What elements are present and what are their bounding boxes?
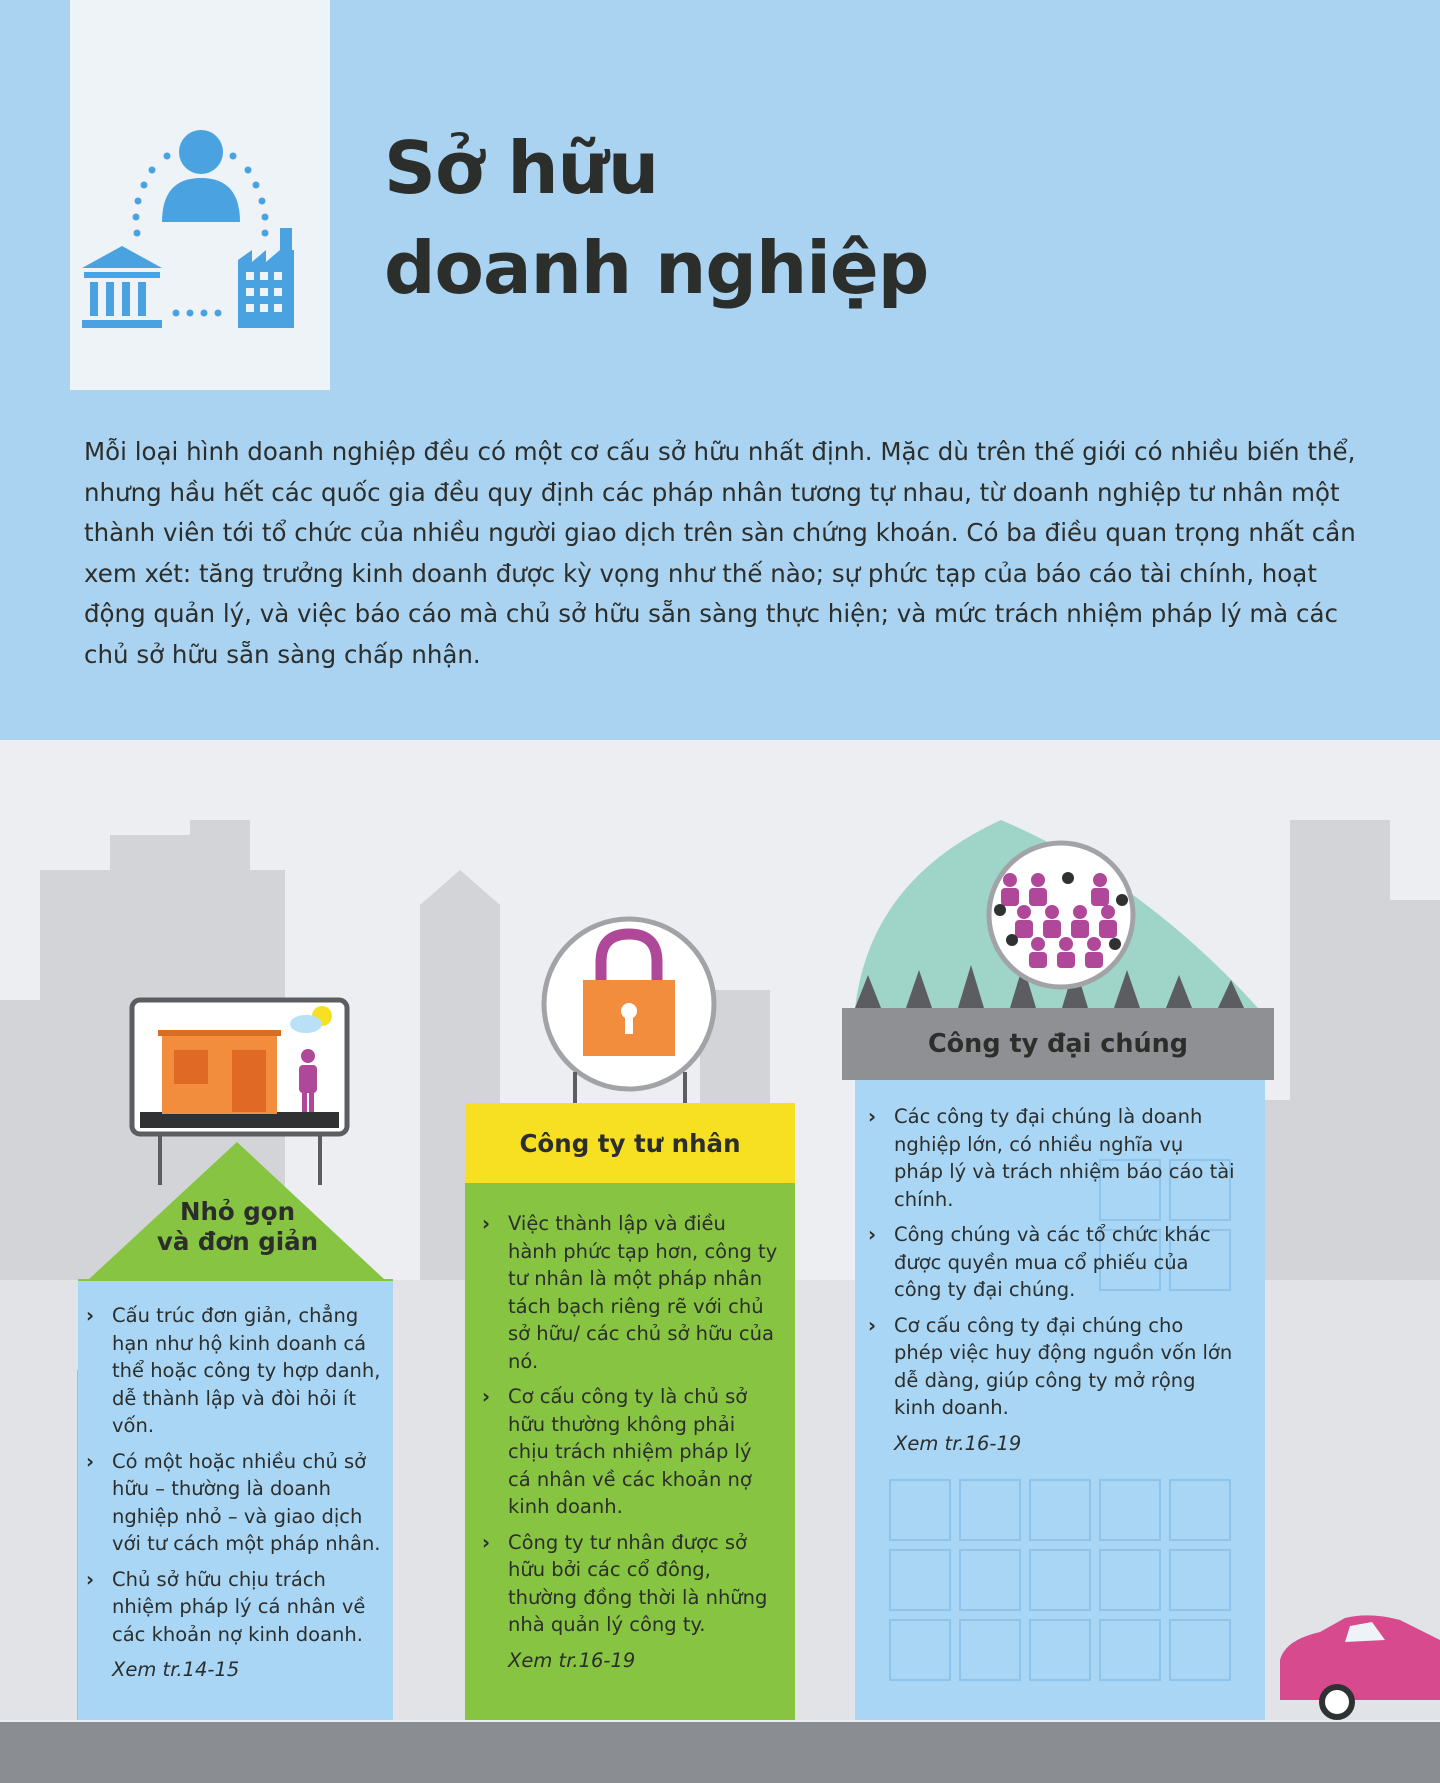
small-business-heading-line2: và đơn giản (156, 1227, 319, 1256)
chevron-right-icon: › (482, 1212, 491, 1235)
public-company-list (866, 1103, 1236, 1457)
list-item: › Cơ cấu công ty đại chúng cho phép việc huy động nguồn vốn lớn dễ dàng, giúp công ty mở rộng kinh doanh. (868, 1313, 1233, 1419)
chevron-right-icon: › (86, 1449, 95, 1473)
car-icon (1280, 1615, 1440, 1717)
list-item: › Có một hoặc nhiều chủ sở hữu – thường là doanh nghiệp nhỏ – và giao dịch với tư cách một pháp nhân. (86, 1449, 381, 1555)
list-item: › Việc thành lập và điều hành phức tạp hơn, công ty tư nhân là một pháp nhân tách bạch riêng rẽ với chủ sở hữu/ các chủ sở hữu của nó. (482, 1212, 778, 1373)
intro-paragraph: Mỗi loại hình doanh nghiệp đều có một cơ cấu sở hữu nhất định. Mặc dù trên thế giới có nhiều biến thể, nhưng hầu hết các quốc gia đều quy định các pháp nhân tương tự nhau, từ doanh nghiệp tư nhân một thành viên tới tổ chức của nhiều người giao dịch trên sàn chứng khoán. Có ba điều quan trọng nhất cần xem xét: tăng trưởng kinh doanh được kỳ vọng như thế nào; sự phức tạp của báo cáo tài chính, hoạt động quản lý, và việc báo cáo mà chủ sở hữu sẵn sàng thực hiện; và mức trách nhiệm pháp lý mà các chủ sở hữu sẵn sàng chấp nhận. (84, 437, 1356, 669)
chevron-right-icon: › (482, 1530, 491, 1554)
list-item: › Cấu trúc đơn giản, chẳng hạn như hộ kinh doanh cá thể hoặc công ty hợp danh, dễ thành lập và đòi hỏi ít vốn. (86, 1304, 381, 1437)
list-item: › Công chúng và các tổ chức khác được quyền mua cổ phiếu của công ty đại chúng. (868, 1223, 1211, 1301)
list-item: › Các công ty đại chúng là doanh nghiệp lớn, có nhiều nghĩa vụ pháp lý và trách nhiệm báo cáo tài chính. (868, 1105, 1235, 1211)
public-company-heading: Công ty đại chúng (927, 1029, 1189, 1059)
chevron-right-icon: › (86, 1304, 95, 1327)
list-item: › Chủ sở hữu chịu trách nhiệm pháp lý cá nhân về các khoản nợ kinh doanh. (86, 1567, 366, 1646)
small-business-heading-line1: Nhỏ gọn (179, 1197, 296, 1226)
list-item: › Cơ cấu công ty là chủ sở hữu thường không phải chịu trách nhiệm pháp lý cá nhân về các khoản nợ kinh doanh. (482, 1385, 752, 1518)
page-reference: Xem tr.16-19 (508, 1648, 636, 1672)
chevron-right-icon: › (868, 1105, 877, 1128)
page-title-line2: doanh nghiệp (384, 226, 929, 310)
chevron-right-icon: › (868, 1223, 877, 1246)
chevron-right-icon: › (86, 1567, 95, 1591)
page-reference: Xem tr.16-19 (894, 1431, 1022, 1455)
page-reference: Xem tr.14-15 (112, 1658, 240, 1681)
chevron-right-icon: › (482, 1385, 491, 1408)
private-company-heading: Công ty tư nhân (519, 1129, 741, 1158)
road (0, 1722, 1440, 1783)
chevron-right-icon: › (868, 1313, 877, 1337)
page-title-line1: Sở hữu (384, 126, 659, 210)
list-item: › Công ty tư nhân được sở hữu bởi các cổ đông, thường đồng thời là những nhà quản lý công ty. (482, 1530, 768, 1636)
